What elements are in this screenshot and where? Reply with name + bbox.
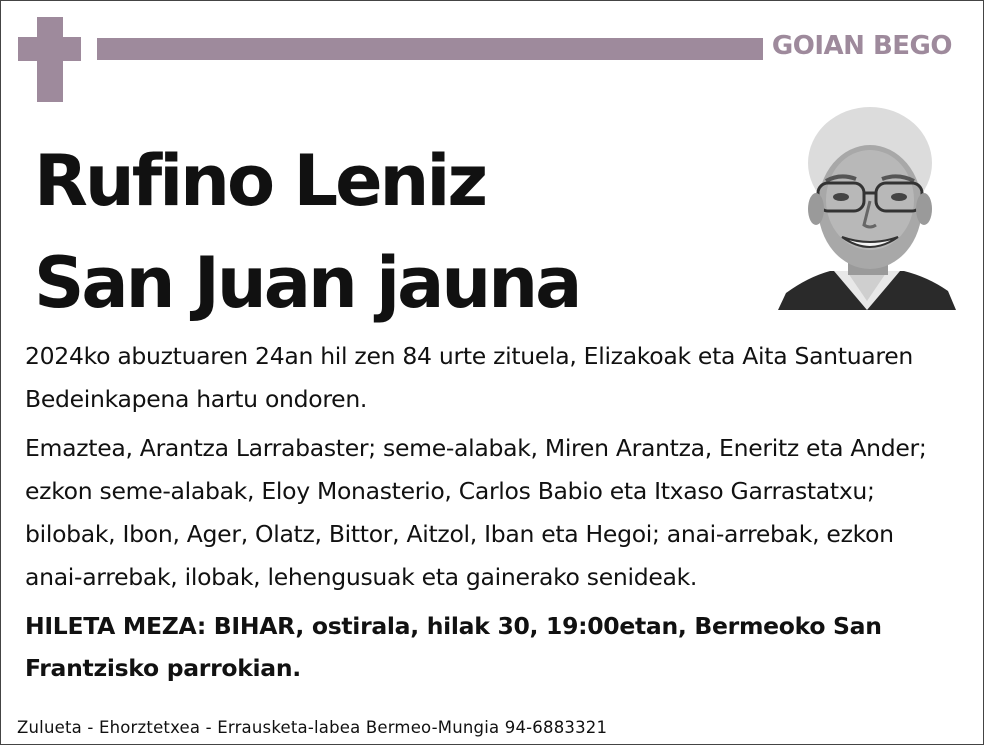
notice-body xyxy=(25,335,955,695)
funeral-details: HILETA MEZA: BIHAR, ostirala, hilak 30, 19:00etan, Bermeoko San Frantzisko parrokian. xyxy=(25,612,882,682)
cross-icon-horizontal xyxy=(18,37,81,61)
location-tag: GOIAN BEGO xyxy=(771,31,952,61)
name-line-1: Rufino Leniz xyxy=(34,140,486,222)
death-notice: 2024ko abuztuaren 24an hil zen 84 urte zituela, Elizakoak eta Aita Santuaren Bedeinkapena hartu ondoren. xyxy=(25,342,913,413)
family-list: Emaztea, Arantza Larrabaster; seme-alabak, Miren Arantza, Eneritz eta Ander; ezkon seme-alabak, Eloy Monasterio, Carlos Babio eta Itxaso Garrastatxu; bilobak, Ibon, Ager, Olatz, Bittor, Aitzol, Iban eta Hegoi; anai-arrebak, ezkon anai-arrebak, ilobak, lehengusuak eta gainerako senideak. xyxy=(25,434,927,591)
deceased-name xyxy=(34,130,579,334)
name-line-2: San Juan jauna xyxy=(34,242,580,324)
funeral-home-footer: Zulueta - Ehorztetxea - Errausketa-labea Bermeo-Mungia 94-6883321 xyxy=(17,718,608,737)
portrait-photo xyxy=(778,105,956,310)
header-bar xyxy=(97,38,763,60)
